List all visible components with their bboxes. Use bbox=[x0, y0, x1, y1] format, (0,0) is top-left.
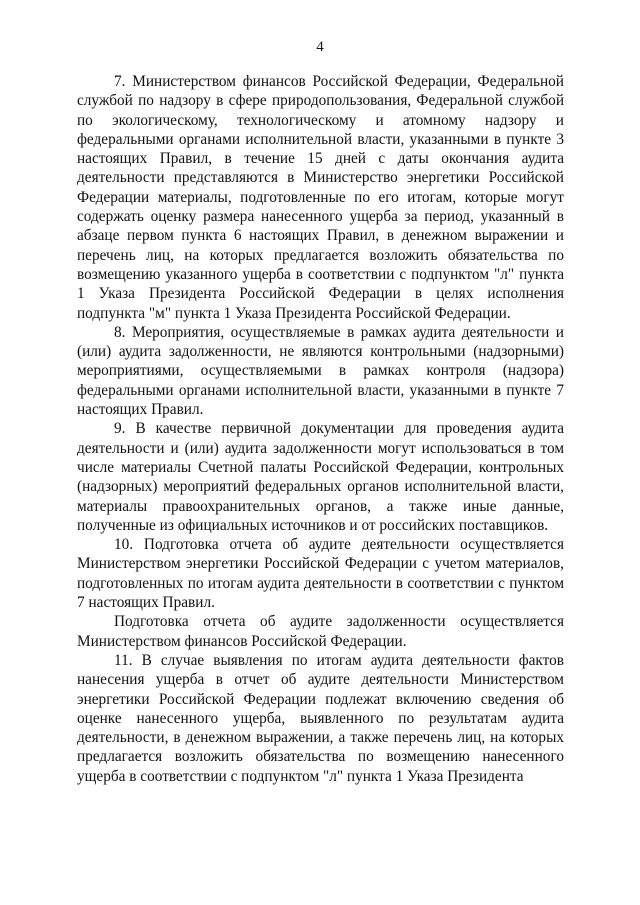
paragraph-8: 8. Мероприятия, осуществляемые в рамках аудита деятельности и (или) аудита задолженности, не являются контрольными (надзорными) мероприятиями, осуществляемыми в рамках контроля (надзора) федеральными органами исполнительной власти, указанными в пункте 7 настоящих Правил. bbox=[77, 323, 564, 419]
paragraph-11: 11. В случае выявления по итогам аудита деятельности фактов нанесения ущерба в отчет об аудите деятельности Министерством энергетики Российской Федерации подлежат включению сведения об оценке нанесенного ущерба, выявленного по результатам аудита деятельности, в денежном выражении, а также перечень лиц, на которых предлагается возложить обязательства по возмещению нанесенного ущерба в соответствии с подпунктом "л" пункта 1 Указа Президента bbox=[77, 651, 564, 785]
paragraph-9: 9. В качестве первичной документации для проведения аудита деятельности и (или) аудита задолженности могут использоваться в том числе материалы Счетной палаты Российской Федерации, контрольных (надзорных) мероприятий федеральных органов исполнительной власти, материалы правоохранительных органов, а также иные данные, полученные из официальных источников и от российских поставщиков. bbox=[77, 420, 564, 534]
document-body bbox=[77, 72, 564, 786]
paragraph-10: 10. Подготовка отчета об аудите деятельности осуществляется Министерством энергетики Российской Федерации с учетом материалов, подготовленных по итогам аудита деятельности в соответствии с пунктом 7 настоящих Правил. bbox=[77, 536, 564, 612]
page-number: 4 bbox=[316, 39, 324, 55]
paragraph-7: 7. Министерством финансов Российской Федерации, Федеральной службой по надзору в сфере природопользования, Федеральной службой по экологическому, технологическому и атомному надзору и федеральными органами исполнительной власти, указанными в пункте 3 настоящих Правил, в течение 15 дней с даты окончания аудита деятельности представляются в Министерство энергетики Российской Федерации материалы, подготовленные по его итогам, которые могут содержать оценку размера нанесенного ущерба за период, указанный в абзаце первом пункта 6 настоящих Правил, в денежном выражении и перечень лиц, на которых предлагается возложить обязательства по возмещению указанного ущерба в соответствии с подпунктом "л" пункта 1 Указа Президента Российской Федерации в целях исполнения подпункта "м" пункта 1 Указа Президента Российской Федерации. bbox=[77, 73, 564, 322]
paragraph-10-continuation: Подготовка отчета об аудите задолженности осуществляется Министерством финансов Российской Федерации. bbox=[77, 613, 564, 650]
